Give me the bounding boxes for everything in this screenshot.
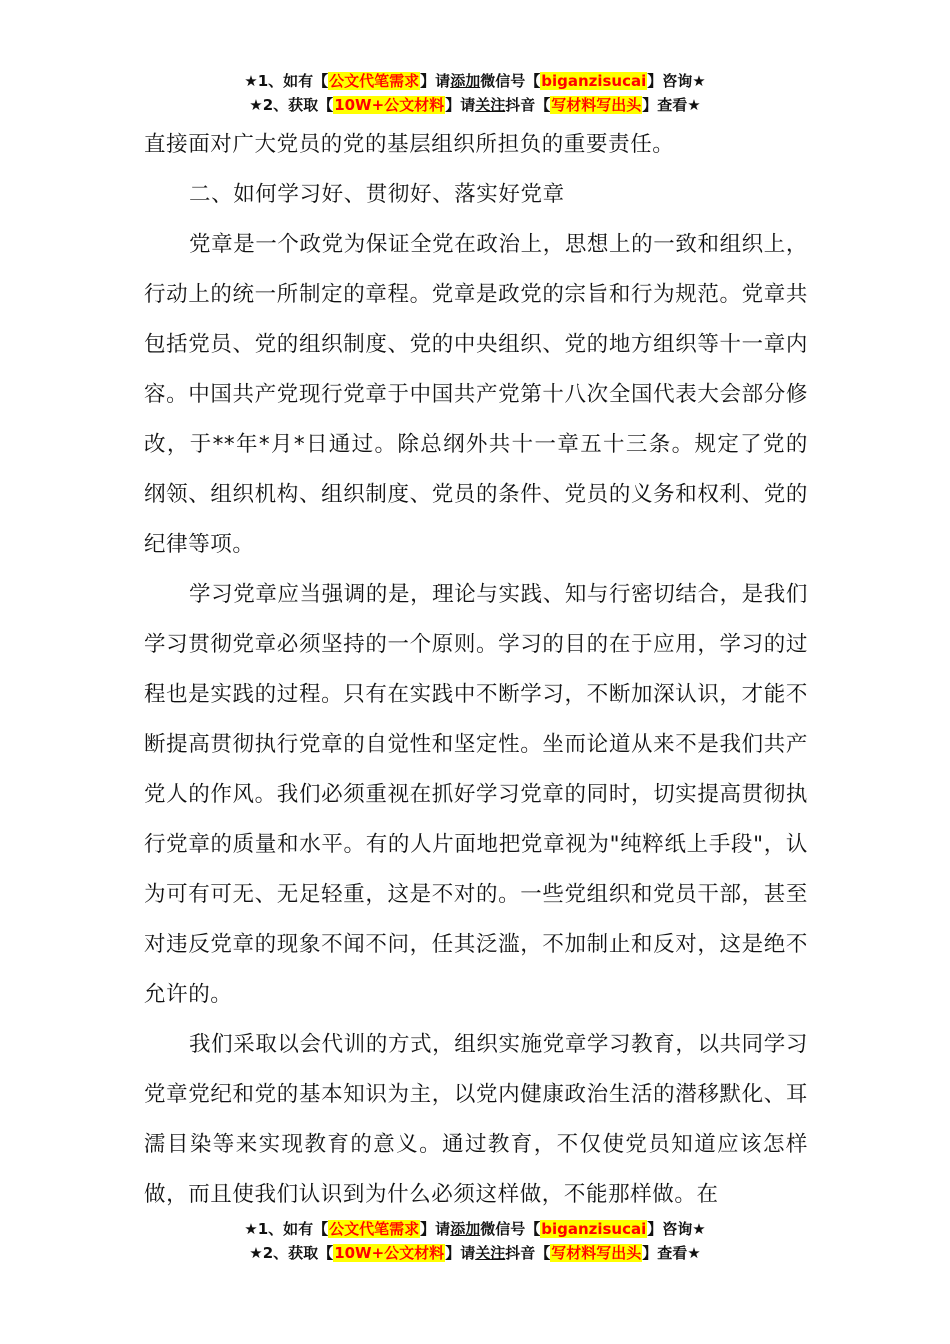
banner-line-2 xyxy=(0,1241,950,1265)
banner-text: 抖音【 xyxy=(505,96,551,114)
banner-highlight-douyin-id: 写材料写出头 xyxy=(551,96,642,114)
banner-text: 】请 xyxy=(445,96,476,114)
banner-text: ★1、如有【 xyxy=(244,72,329,90)
banner-underlined-text: 关注 xyxy=(475,96,506,114)
banner-highlight-service: 公文代笔需求 xyxy=(329,1220,420,1238)
paragraph: 学习党章应当强调的是，理论与实践、知与行密切结合，是我们学习贯彻党章必须坚持的一个原则。学习的目的在于应用，学习的过程也是实践的过程。只有在实践中不断学习，不断加深认识，才能不断提高贯彻执行党章的自觉性和坚定性。坐而论道从来不是我们共产党人的作风。我们必须重视在抓好学习党章的同时，切实提高贯彻执行党章的质量和水平。有的人片面地把党章视为"纯粹纸上手段"，认为可有可无、无足轻重，这是不对的。一些党组织和党员干部，甚至对违反党章的现象不闻不问，任其泛滥，不加制止和反对，这是绝不允许的。 xyxy=(144,582,808,1007)
banner-text: 】咨询★ xyxy=(647,72,706,90)
banner-line-1 xyxy=(0,69,950,93)
paragraph: 党章是一个政党为保证全党在政治上，思想上的一致和组织上，行动上的统一所制定的章程。党章是政党的宗旨和行为规范。党章共包括党员、党的组织制度、党的中央组织、党的地方组织等十一章内容。中国共产党现行党章于中国共产党第十八次全国代表大会部分修改，于**年*月*日通过。除总纲外共十一章五十三条。规定了党的纲领、组织机构、组织制度、党员的条件、党员的义务和权利、党的纪律等项。 xyxy=(144,232,808,557)
paragraph: 我们采取以会代训的方式，组织实施党章学习教育，以共同学习党章党纪和党的基本知识为主，以党内健康政治生活的潜移默化、耳濡目染等来实现教育的意义。通过教育，不仅使党员知道应该怎样做，而且使我们认识到为什么必须这样做，不能那样做。在 xyxy=(144,1032,808,1207)
banner-line-2 xyxy=(0,93,950,117)
banner-underlined-text: 添加 xyxy=(450,72,481,90)
banner-text: ★2、获取【 xyxy=(249,1244,334,1262)
banner-text: 】请 xyxy=(420,72,451,90)
paragraph-continuation: 直接面对广大党员的党的基层组织所担负的重要责任。 xyxy=(144,132,675,157)
banner-text: ★1、如有【 xyxy=(244,1220,329,1238)
banner-highlight-materials: 10W+公文材料 xyxy=(334,1244,445,1262)
banner-text: 微信号【 xyxy=(480,1220,541,1238)
banner-text: 】请 xyxy=(445,1244,476,1262)
banner-highlight-douyin-id: 写材料写出头 xyxy=(551,1244,642,1262)
banner-text: 抖音【 xyxy=(505,1244,551,1262)
banner-text: 】查看★ xyxy=(642,1244,701,1262)
banner-text: ★2、获取【 xyxy=(249,96,334,114)
banner-highlight-service: 公文代笔需求 xyxy=(329,72,420,90)
banner-underlined-text: 关注 xyxy=(475,1244,506,1262)
banner-text: 】查看★ xyxy=(642,96,701,114)
banner-text: 微信号【 xyxy=(480,72,541,90)
banner-underlined-text: 添加 xyxy=(450,1220,481,1238)
banner-highlight-wechat-id: biganzisucai xyxy=(541,72,647,90)
banner-text: 】咨询★ xyxy=(647,1220,706,1238)
section-heading: 二、如何学习好、贯彻好、落实好党章 xyxy=(189,182,565,207)
footer-banner xyxy=(0,1217,950,1265)
document-body xyxy=(144,120,808,1220)
banner-line-1 xyxy=(0,1217,950,1241)
banner-text: 】请 xyxy=(420,1220,451,1238)
banner-highlight-wechat-id: biganzisucai xyxy=(541,1220,647,1238)
banner-highlight-materials: 10W+公文材料 xyxy=(334,96,445,114)
header-banner xyxy=(0,69,950,117)
